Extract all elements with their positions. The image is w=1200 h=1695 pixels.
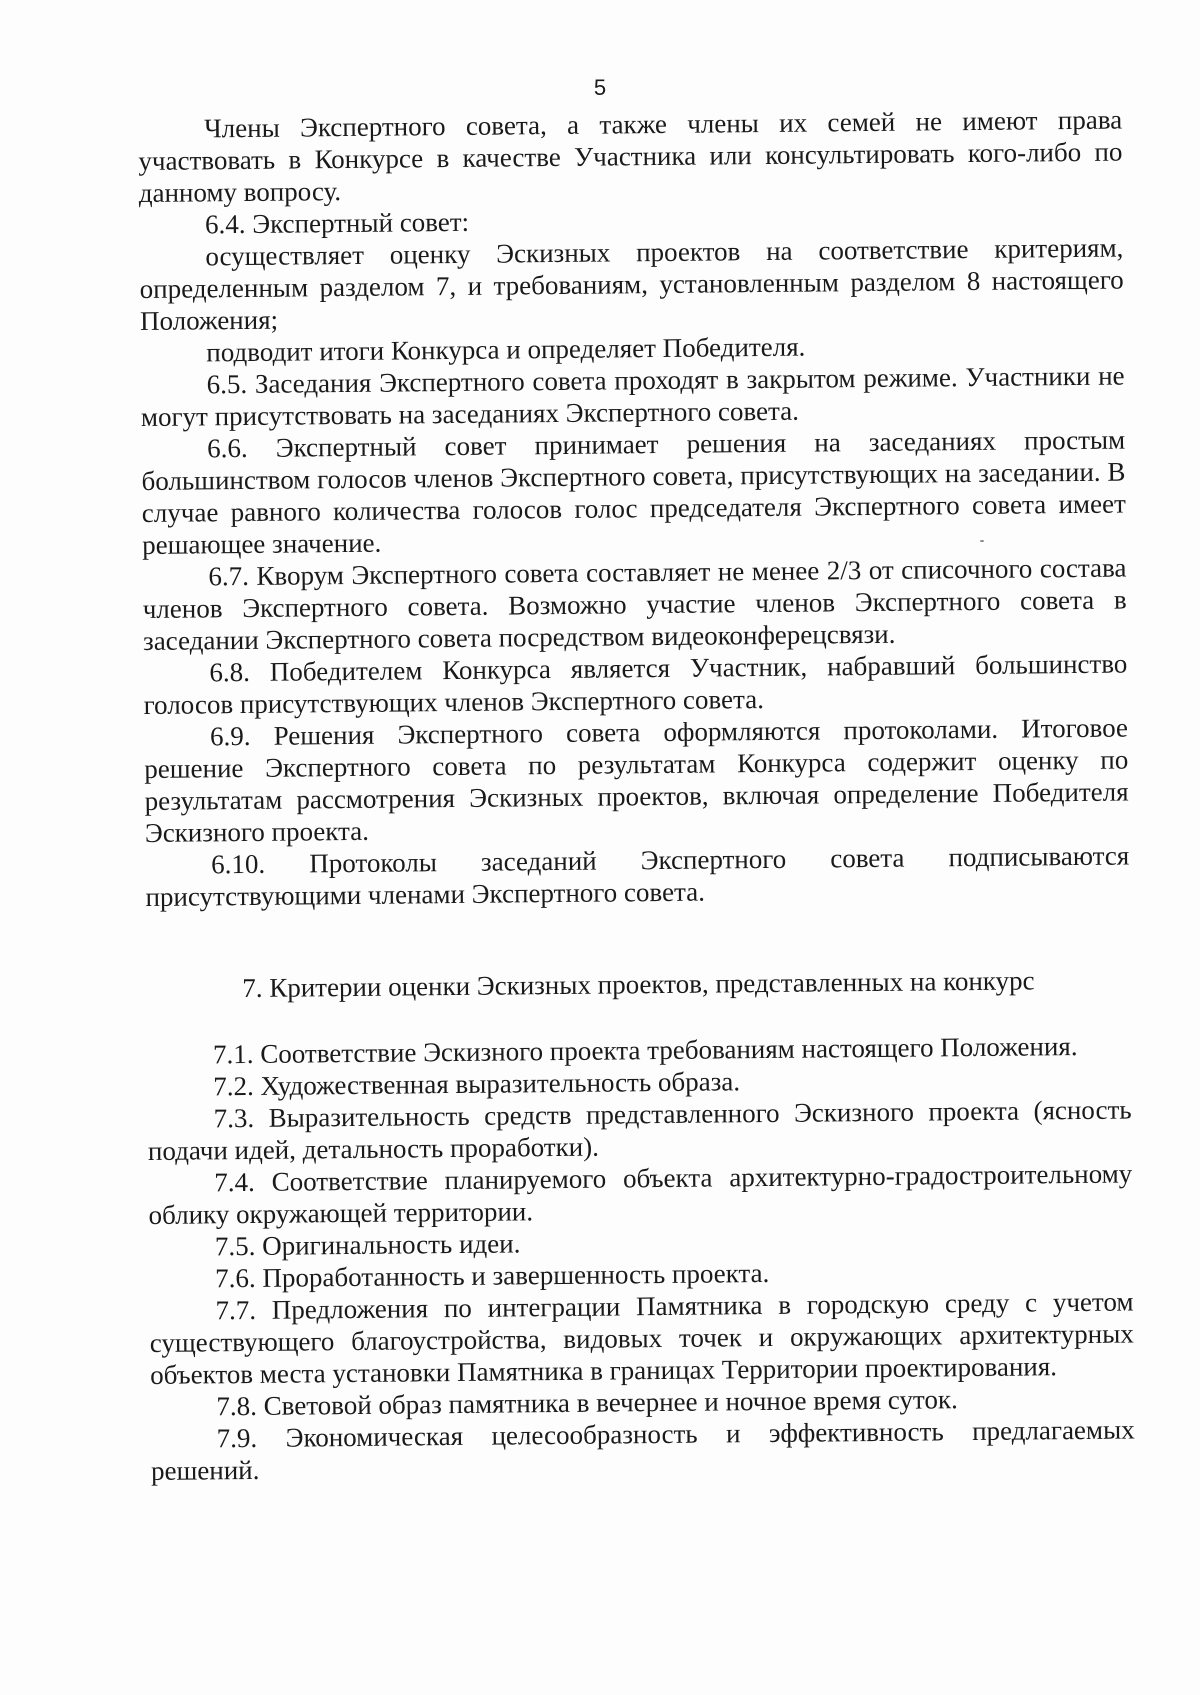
section-7-heading: 7. Критерии оценки Эскизных проектов, представленных на конкурс	[242, 965, 1035, 1004]
paragraph-6-4: 6.4. Экспертный совет:	[204, 206, 470, 240]
paragraph-6-9: 6.9. Решения Экспертного совета оформляются протоколами. Итоговое решение Экспертного совета по результатам Конкурса содержит оценку по результатам рассмотрения Эскизных проектов, включая определение Победителя Эскизного проекта.	[144, 712, 1129, 848]
section-7-list	[147, 1030, 1135, 1487]
paragraph-6-7: 6.7. Кворум Экспертного совета составляет не менее 2/3 от списочного состава членов Экспертного совета. Возможно участие членов Экспертного совета в заседании Экспертного совета посредством видеоконферецсвязи.	[142, 552, 1127, 656]
criterion-7-8: 7.8. Световой образ памятника в вечернее и ночное время суток.	[216, 1384, 958, 1422]
paragraph-6-4-evaluates: осуществляет оценку Эскизных проектов на соответствие критериям, определенным разделом 7, и требованиям, установленным разделом 8 настоящего Положения;	[139, 232, 1124, 336]
criterion-7-5: 7.5. Оригинальность идеи.	[214, 1228, 521, 1262]
page-number: 5	[593, 75, 607, 100]
paragraph-6-10: 6.10. Протоколы заседаний Экспертного совета подписываются присутствующими членами Экспертного совета.	[145, 840, 1130, 912]
criterion-7-3: 7.3. Выразительность средств представленного Эскизного проекта (ясность подачи идей, детальность проработки).	[147, 1094, 1132, 1166]
criterion-7-2: 7.2. Художественная выразительность образа.	[213, 1066, 741, 1102]
criterion-7-4: 7.4. Соответствие планируемого объекта архитектурно-градостроительному облику окружающей территории.	[148, 1158, 1133, 1230]
criterion-7-9: 7.9. Экономическая целесообразность и эффективность предлагаемых решений.	[150, 1414, 1135, 1486]
criterion-7-7: 7.7. Предложения по интеграции Памятника в городскую среду с учетом существующего благоустройства, видовых точек и окружающих архитектурных объектов места установки Памятника в границах Территории проектирования.	[149, 1286, 1134, 1390]
criterion-7-6: 7.6. Проработанность и завершенность проекта.	[215, 1257, 770, 1294]
criterion-7-1: 7.1. Соответствие Эскизного проекта требованиям настоящего Положения.	[212, 1031, 1078, 1070]
document-body	[138, 104, 1135, 1487]
paragraph-6-6: 6.6. Экспертный совет принимает решения на заседаниях простым большинством голосов членов Экспертного совета, присутствующих на заседании. В случае равного количества голосов голос председателя Экспертного совета имеет решающее значение.	[141, 424, 1126, 560]
paragraph-expert-council-members: Члены Экспертного совета, а также члены их семей не имеют права участвовать в Конкурсе в качестве Участника или консультировать кого-либо по данному вопросу.	[138, 104, 1123, 208]
paragraph-6-4-summarizes: подводит итоги Конкурса и определяет Победителя.	[206, 331, 806, 368]
scan-speck	[980, 540, 984, 542]
paragraph-6-5: 6.5. Заседания Экспертного совета проходят в закрытом режиме. Участники не могут присутствовать на заседаниях Экспертного совета.	[140, 360, 1125, 432]
paragraph-6-8: 6.8. Победителем Конкурса является Участник, набравший большинство голосов присутствующих членов Экспертного совета.	[143, 648, 1128, 720]
